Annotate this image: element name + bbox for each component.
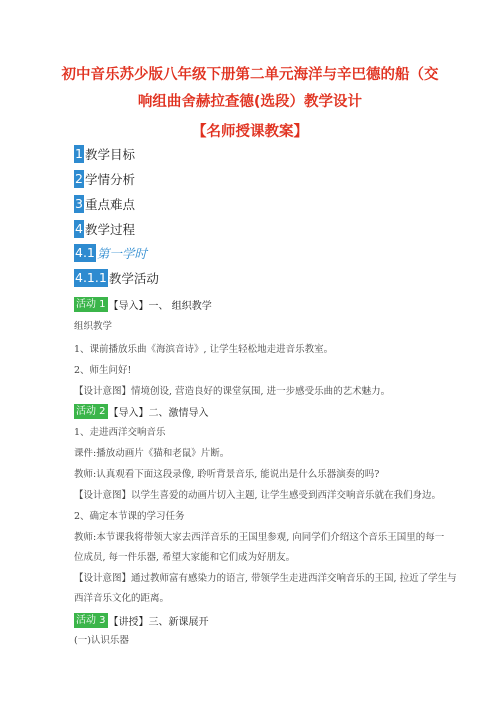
paragraph: 教师:本节课我将带领大家去西洋音乐的王国里参观, 向同学们介绍这个音乐王国里的每一	[74, 532, 445, 543]
section-number: 3	[75, 196, 83, 211]
section-label: 第一学时	[96, 246, 147, 261]
section-heading-3	[74, 195, 135, 213]
section-label: 教学活动	[108, 271, 159, 286]
doc-title-line1: 初中音乐苏少版八年级下册第二单元海洋与辛巴德的船（交	[61, 67, 439, 83]
section-number: 4	[75, 221, 83, 236]
section-heading-2	[74, 170, 135, 188]
section-label: 重点难点	[84, 197, 135, 212]
section-label: 教学过程	[84, 222, 135, 237]
paragraph: 【设计意图】以学生喜爱的动画片切入主题, 让学生感受到西洋交响音乐就在我们身边。	[74, 490, 442, 501]
paragraph: 位成员, 每一件乐器, 希望大家能和它们成为好朋友。	[74, 552, 296, 563]
section-heading-1	[74, 145, 135, 163]
paragraph: 【设计意图】情境创设, 营造良好的课堂氛围, 进一步感受乐曲的艺术魅力。	[74, 386, 391, 397]
paragraph: 2、师生问好!	[74, 365, 132, 376]
section-heading-4	[74, 220, 135, 238]
paragraph: 西洋音乐文化的距离。	[74, 593, 170, 604]
section-number: 2	[75, 171, 83, 186]
section-label: 学情分析	[84, 172, 135, 187]
activity-tag: 活动 2	[76, 406, 106, 417]
activity-title: 【导入】二、激情导入	[108, 408, 209, 419]
section-heading-4-1-1	[74, 269, 159, 287]
paragraph: 组织教学	[74, 321, 113, 332]
activity-2-heading	[74, 404, 209, 419]
paragraph: 1、走进西洋交响音乐	[74, 427, 166, 438]
activity-1-heading	[74, 297, 212, 312]
section-label: 教学目标	[84, 147, 135, 162]
section-number: 4.1	[75, 245, 95, 260]
paragraph: 1、课前播放乐曲《海滨音诗》, 让学生轻松地走进音乐教室。	[74, 344, 334, 355]
paragraph: 2、确定本节课的学习任务	[74, 511, 185, 522]
doc-subtitle: 【名师授课教案】	[192, 124, 308, 140]
section-heading-4-1	[74, 244, 147, 262]
activity-tag: 活动 3	[76, 615, 106, 626]
activity-3-heading	[74, 613, 209, 628]
paragraph: 【设计意图】通过教师富有感染力的语言, 带领学生走进西洋交响音乐的王国, 拉近了学生与	[74, 573, 457, 584]
paragraph: 教师:认真观看下面这段录像, 聆听背景音乐, 能说出是什么乐器演奏的吗?	[74, 469, 380, 480]
activity-title: 【导入】一、 组织教学	[108, 301, 212, 312]
activity-title: 【讲授】三、新课展开	[108, 617, 209, 628]
section-number: 4.1.1	[75, 270, 107, 285]
activity-tag: 活动 1	[76, 299, 106, 310]
section-number: 1	[75, 146, 83, 161]
paragraph: (一)认识乐器	[74, 635, 129, 646]
doc-title-line2: 响组曲舍赫拉查德(选段）教学设计	[137, 94, 363, 110]
paragraph: 课件:播放动画片《猫和老鼠》片断。	[74, 448, 230, 459]
